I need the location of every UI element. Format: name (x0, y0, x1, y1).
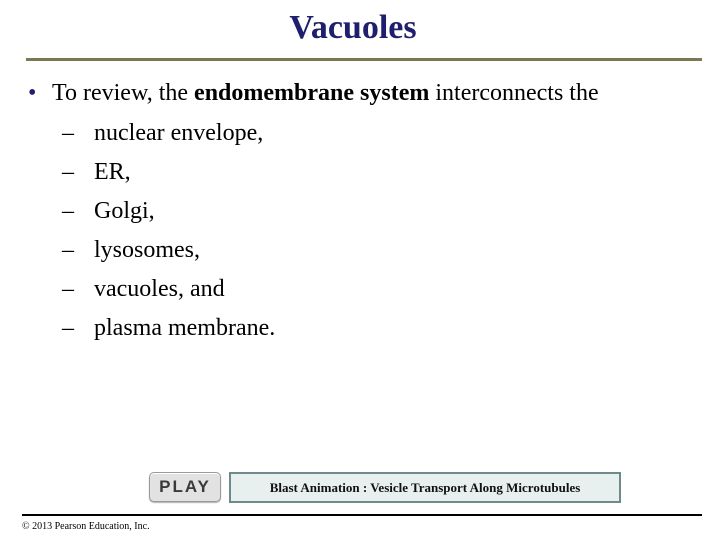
list-item-text: lysosomes, (94, 237, 201, 263)
bullet-text-bold: endomembrane system (194, 80, 430, 106)
play-button[interactable]: PLAY (149, 472, 221, 502)
list-item-text: ER, (94, 159, 131, 185)
bullet-marker: • (28, 80, 37, 106)
list-item-text: plasma membrane. (94, 315, 276, 341)
list-item (62, 153, 275, 192)
list-item (62, 192, 275, 231)
list-item (62, 231, 275, 270)
bullet-text-suffix: interconnects the (429, 80, 599, 106)
copyright-notice: © 2013 Pearson Education, Inc. (22, 521, 150, 532)
dash-marker: – (62, 198, 74, 224)
dash-marker: – (62, 159, 74, 185)
dash-marker: – (62, 276, 74, 302)
bullet-text-prefix: To review, the (52, 80, 195, 106)
dash-marker: – (62, 237, 74, 263)
title-divider (26, 58, 702, 61)
list-item-text: nuclear envelope, (94, 120, 264, 146)
footer-divider (22, 514, 702, 516)
dash-marker: – (62, 120, 74, 146)
dash-marker: – (62, 315, 74, 341)
main-bullet (28, 76, 599, 110)
animation-link[interactable]: Blast Animation : Vesicle Transport Along Microtubules (229, 472, 621, 503)
list-item (62, 309, 275, 348)
list-item-text: vacuoles, and (94, 276, 225, 302)
sub-bullet-list (62, 114, 275, 348)
list-item (62, 270, 275, 309)
list-item (62, 114, 275, 153)
slide-title: Vacuoles (289, 9, 417, 46)
list-item-text: Golgi, (94, 198, 155, 224)
